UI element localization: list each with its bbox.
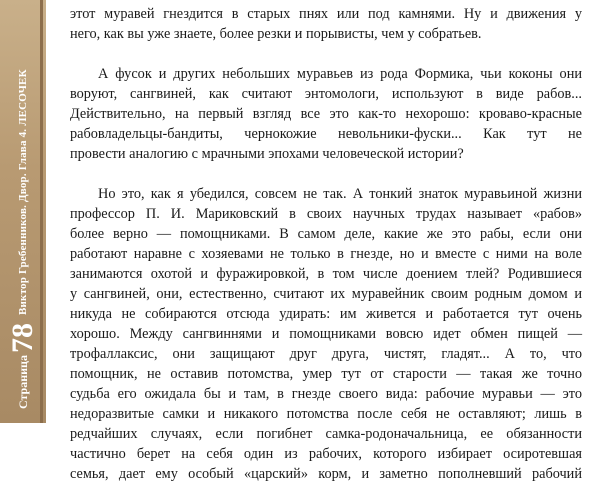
text-line: работают наравне с хозяевами не только в гнезде, но и вместе с ними на воле — [70, 246, 582, 262]
text-line: помощник, не оставив потомства, умер тут от старости — такая же точно — [70, 366, 582, 382]
text-line: частично берет на себя один из рабочих, которого избирает осиротевшая — [70, 446, 582, 462]
text-line: А фусок и других небольших муравьев из рода Формика, чьи коконы они — [98, 66, 582, 82]
text-line: более верно — помощниками. В самом деле, какие же это рабы, если они — [70, 226, 582, 242]
text-line: редчайших случаях, если погибнет самка-родоначальница, ее обязанности — [70, 426, 582, 442]
text-line: недоразвитые самки и никакого потомства после себя не оставляют; лишь в — [70, 406, 582, 422]
text-line: занимаются охотой и фуражировкой, в том числе доением тлей? Родившиеся — [70, 266, 582, 282]
text-line: хорошо. Между сангвиннями и помощниками вовсю идет обмен пищей — — [70, 326, 582, 342]
text-line: трофаллаксис, они защищают друг друга, чистят, гладят... А то, что — [70, 346, 582, 362]
text-line: него, как вы уже знаете, более резки и порывисты, чем у собратьев. — [70, 26, 482, 42]
sidebar — [0, 0, 46, 423]
text-line: профессор П. И. Мариковский в своих научных трудах называет «рабов» — [70, 206, 582, 222]
paragraph-2 — [70, 64, 582, 164]
text-line: этот муравей гнездится в старых пнях или под камнями. Ну и движения у — [70, 6, 582, 22]
page-label: Страница — [15, 355, 30, 409]
text-line: семья, дает ему особый «царский» корм, и заметно пополневший рабочий — [70, 466, 582, 482]
text-line: судьба его ожидала бы и там, в гнезде своего вида: рабочие муравьи — это — [70, 386, 582, 402]
page-body — [70, 4, 582, 484]
text-line: у сангвиней, они, естественно, считают их муравейник своим родным домом и — [70, 286, 582, 302]
text-line: Но это, как я убедился, совсем не так. А тонкий знаток муравьиной жизни — [98, 186, 582, 202]
running-header: Виктор Гребенников. Двор. Глава 4. ЛЕСОЧЕК — [17, 69, 29, 316]
text-line: рабовладельцы-бандиты, чернокожие невольники-фуски... Как тут не — [70, 126, 582, 142]
text-line: воруют, сангвиней, как считают энтомологи, используют в виде рабов... — [70, 86, 582, 102]
paragraph-3 — [70, 184, 582, 484]
text-line: никуда не собираются отсюда удирать: им живется и работается тут очень — [70, 306, 582, 322]
page-number: 78 — [6, 323, 39, 354]
sidebar-text — [0, 0, 46, 423]
text-line: Действительно, на первый взгляд все это как-то нехорошо: кроваво-красные — [70, 106, 582, 122]
paragraph-1 — [70, 4, 582, 44]
text-line: провести аналогию с мрачными эпохами человеческой истории? — [70, 146, 464, 162]
